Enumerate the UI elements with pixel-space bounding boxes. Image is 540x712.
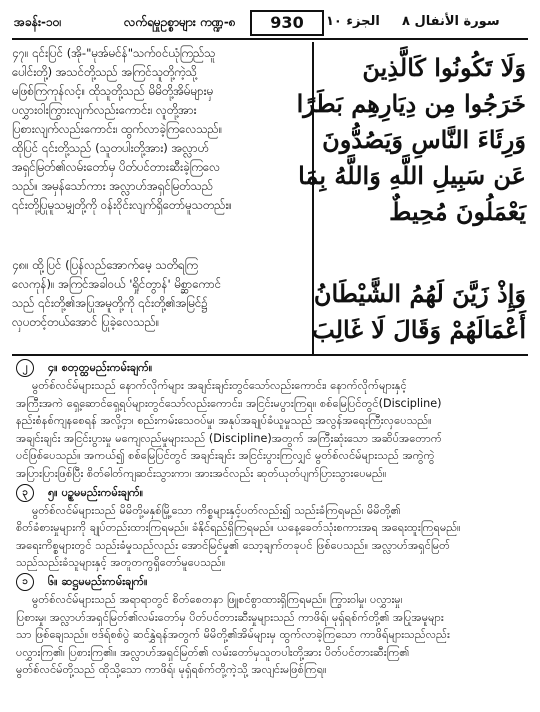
commentary-line: သာ ဖြစ်ချေသည်။ ဗဒ်ရ်စစ်ပွဲ ဆင်နွှဲရန်အတွက် မိမိတို့၏အိမ်များမှ ထွက်လာခဲ့ကြသော ကာဖိရ်များသည်လည်း: [16, 628, 450, 642]
arabic-line: أَعْمَالَهُمْ وَقَالَ لَا غَالِبَ: [312, 315, 526, 344]
commentary-line: မွတ်စ်လင်မ်များသည် အရာရာတွင် စိတ်စေတနာ ဖြူစင်စွာထားရှိကြရမည်။ ကြွားဝါမှု၊ ပလွှားမှု၊: [32, 592, 403, 606]
juz-label: الجزء ١٠: [326, 14, 380, 29]
surah-label: سورة الأنفال ٨: [402, 14, 500, 29]
commentary-title: ၆။ ဆဋ္ဌမမည်းကမ်းချက်။: [48, 575, 148, 589]
commentary-title: ၅။ ပဉ္စမမည်းကမ်းချက်။: [48, 485, 144, 499]
commentary-line: အချင်းချင်း အငြင်းပွားမှု မကျေလည်မှုများသည် (Discipline)အတွက် အကြီးဆုံးသော အဆိပ်အတောက်: [16, 431, 442, 445]
arabic-line: عَن سَبِيلِ اللَّهِ وَاللَّهُ بِمَا: [298, 161, 526, 190]
commentary-line: မွတ်စ်လင်မ်များသည် မိမိတို့မနှစ်မြို့သော ကိစ္စများနှင့်ပတ်လည်း၍ သည်းခံကြရမည်၊ မိမိတို့၏: [32, 503, 401, 517]
verse-line: လေကုန်)။ အကြင်အခါဝယ် 'ရှိုင်တွာန်' မိစ္ဆာကောင်: [12, 277, 222, 291]
arabic-line: خَرَجُوا مِن دِيَارِهِم بَطَرًا: [296, 89, 526, 118]
commentary-line: နည်းစံနစ်ကျနစေရန် အလို့ငှာ၊ စည်းကမ်းသေဝပ်မှု၊ အနုပ်အချုပ်ခံယူမှုသည် အလွန်အရေးကြီးလှပေသည်။: [16, 414, 432, 428]
chapter-label: အခန်း-၁ဝ၊: [14, 15, 62, 29]
commentary-line: အရေးကိစ္စများတွင် သည်းခံမှုသည်လည်း အောင်မြင်မှု၏ သော့ချက်တခုပင် ဖြစ်ပေသည်။ အလ္လာဟ်အရှင်မြတ်: [16, 538, 451, 552]
footnote-number: ၂: [16, 359, 34, 377]
verse-line: မဖြစ်ကြကုန်လင့်။ ထိုသူတို့သည် မိမိတို့အိမ်များမှ: [12, 84, 214, 98]
commentary-line: ပင်ဖြစ်ပေသည်။ အကယ်၍ စစ်မြေပြင်တွင် အချင်းချင်း အငြင်းပွားကြလျှင် မွတ်စ်လင်မ်များသည် အကွဲကွဲ: [16, 449, 435, 463]
commentary-heading: [12, 484, 528, 502]
verse-line: ထိုပြင် ၎င်းတို့သည် (သူတပါးတို့အား) အလ္လာဟ်: [12, 141, 210, 155]
page-header: [12, 8, 528, 40]
verse-line: ၄၇။ ၎င်းပြင် (အို-"မုအ်မင်န်"သက်ဝင်ယုံကြည်သူ: [12, 46, 216, 60]
arabic-verse-48: [312, 276, 526, 348]
commentary-body: [12, 502, 528, 572]
verse-line: အရှင်မြတ်၏လမ်းတော်မှ ပိတ်ပင်တားဆီးခဲ့ကြလေ: [12, 160, 221, 174]
quran-page: [12, 8, 528, 704]
arabic-line: وَإِذْ زَيَّنَ لَهُمُ الشَّيْطَانُ: [313, 279, 526, 308]
commentary-line: မွတ်စ်လင်မ်တို့သည် ထိုသို့သော ကာဖိရ်၊ မုရှ်ရစ်က်တို့ကဲ့သို့ အလျင်းမဖြစ်ကြရ။: [16, 663, 327, 677]
commentary-line: စိတ်ခံစားမှုများကို ချုပ်တည်းထားကြရမည်။ ခံနိုင်ရည်ရှိကြရမည်။ ယနေ့ခေတ်သုံးစကားအရ အရေးထူးကြရမည်။: [16, 521, 461, 535]
page-number: 930: [250, 10, 324, 36]
verse-47-translation: [12, 44, 308, 215]
verse-line: လှပတင့်တယ်အောင် ပြုခဲ့လေသည်။: [12, 315, 160, 329]
commentary-body: [12, 591, 528, 679]
arabic-line: يَعْمَلُونَ مُحِيطٌ: [389, 197, 526, 226]
commentary-body: [12, 377, 528, 483]
commentary-line: အပြားပြားဖြစ်ပြီး စိတ်ဓါတ်ကျဆင်းသွားကာ၊ အားအင်လည်း ဆုတ်ယုတ်ပျက်ပြားသွားပေမည်။: [16, 466, 387, 480]
verse-line: ပေါင်းတို့) အသင်တို့သည် အကြင်သူတို့ကဲ့သို့: [12, 65, 197, 79]
section-divider: [12, 354, 528, 356]
commentary-title: ၄။ စတုတ္ထမည်းကမ်းချက်။: [48, 361, 153, 375]
footnote-number: ၁: [16, 573, 34, 591]
commentary-line: အကြီးအကဲ ရှေ့ဆောင်ရှေ့ရပ်များတွင်သော်လည်းကောင်း၊ အငြင်းမပွားကြရ။ စစ်မြေပြင်တွင်(Discipline): [16, 396, 442, 410]
arabic-verse-47: [296, 50, 526, 230]
arabic-line: وَرِئَاءَ النَّاسِ وَيَصُدُّونَ: [322, 125, 526, 154]
verse-line: ပြစားလျက်လည်းကောင်း၊ ထွက်လာခဲ့ကြလေသည်။: [12, 122, 223, 136]
commentary-heading: [12, 359, 528, 377]
section-label: လက်ရမှုဥစ္စာများ ကဏ္ဍ-၈: [124, 15, 236, 29]
footnote-number: ၃: [16, 484, 34, 502]
commentary-line: မွတ်စ်လင်မ်များသည် နောက်လိုက်များ အချင်းချင်းတွင်သော်လည်းကောင်း၊ နောက်လိုက်များနှင့်: [32, 379, 407, 392]
verse-line: ပလွှားဝါးကြွားလျက်လည်းကောင်း၊ လူတို့အား: [12, 103, 197, 117]
verse-line: သည် ၎င်းတို့၏အပြုအမူတို့ကို ၎င်းတို့၏အမြင်၌: [12, 296, 208, 310]
commentary-line: သည်သည်းခံသူများနှင့် အတူတကွရှိတော်မူပေသည်။: [16, 556, 226, 570]
verse-line: ၄၈။ ထို့ပြင် (ပြန်လည်အောက်မေ့ သတိရကြ: [12, 258, 198, 272]
commentary-heading: [12, 573, 528, 591]
arabic-line: وَلَا تَكُونُوا كَالَّذِينَ: [362, 53, 526, 82]
commentary: [12, 358, 528, 679]
verse-48-translation: [12, 256, 308, 332]
verse-line: သည်။ အမှန်သော်ကား အလ္လာဟ်အရှင်မြတ်သည်: [12, 179, 214, 193]
verse-line: ၎င်းတို့ပြုမူသမျှတို့ကို ဝန်းဝိုင်းလျက်ရှိတော်မူသတည်း။: [12, 198, 232, 212]
commentary-line: ပလွှားကြ၏၊ ပြစားကြ၏။ အလ္လာဟ်အရှင်မြတ်၏ လမ်းတော်မှသူတပါးတို့အား ပိတ်ပင်တားဆီးကြ၏: [16, 645, 410, 659]
commentary-line: ပြစားမှု၊ အလ္လာဟ်အရှင်မြတ်၏လမ်းတော်မှ ပိတ်ပင်တားဆီးမှုများသည် ကာဖိရ်၊ မုရှ်ရစ်က်တို့၏ အပြုအမူများ: [16, 610, 444, 624]
